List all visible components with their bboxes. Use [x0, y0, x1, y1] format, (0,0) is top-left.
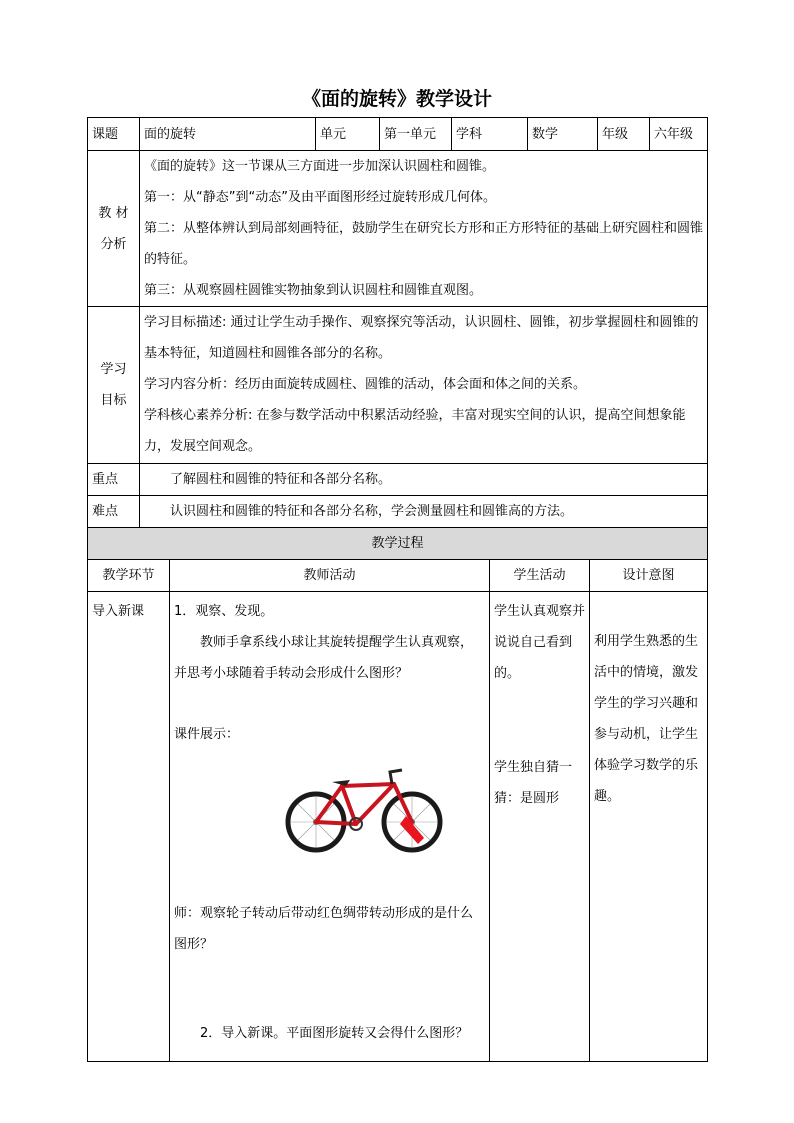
step1-text: 教师手拿系线小球让其旋转提醒学生认真观察，并思考小球随着手转动会形成什么图形？ — [174, 635, 474, 681]
course-label: 课题 — [88, 118, 140, 151]
col-stage: 教学环节 — [88, 560, 170, 592]
step2-text: 2．导入新课。平面图形旋转又会得什么图形？ — [200, 1026, 469, 1041]
difficulty-text: 认识圆柱和圆锥的特征和各部分名称，学会测量圆柱和圆锥高的方法。 — [140, 496, 708, 528]
stage-cell: 导入新课 — [88, 592, 170, 1062]
bicycle-image — [174, 750, 485, 870]
page-title: 《面的旋转》教学设计 — [301, 88, 492, 110]
design-intent-text: 利用学生熟悉的生活中的情境，激发学生的学习兴趣和参与动机，让学生体验学习数学的乐趣。 — [594, 634, 699, 804]
courseware-label: 课件展示： — [174, 727, 240, 742]
bicycle-icon — [284, 758, 444, 858]
material-label: 教 材 分析 — [88, 151, 140, 307]
student-activity-1: 学生认真观察并说说自己看到的。 — [494, 604, 586, 681]
material-content — [140, 151, 708, 307]
course-value: 面的旋转 — [140, 118, 316, 151]
unit-value: 第一单元 — [380, 118, 452, 151]
design-intent — [590, 592, 708, 1062]
bike-frame — [316, 784, 412, 824]
process-table — [87, 527, 708, 1062]
unit-label: 单元 — [316, 118, 380, 151]
key-point-label: 重点 — [88, 464, 140, 496]
process-header: 教学过程 — [88, 528, 708, 560]
goals-line: 学习目标描述: 通过让学生动手操作、观察探究等活动，认识圆柱、圆锥，初步掌握圆柱和圆锥的基本特征，知道圆柱和圆锥各部分的名称。 — [144, 315, 699, 361]
handlebar — [390, 770, 402, 784]
question-text: 师：观察轮子转动后带动红色绸带转动形成的是什么图形？ — [174, 906, 474, 952]
material-line: 第一：从“静态”到“动态”及由平面图形经过旋转形成几何体。 — [144, 190, 496, 205]
grade-label: 年级 — [598, 118, 650, 151]
goals-line: 学科核心素养分析: 在参与数学活动中积累活动经验，丰富对现实空间的认识，提高空间想象能力，发展空间观念。 — [144, 408, 686, 454]
teacher-activity — [170, 592, 490, 1062]
grade-value: 六年级 — [650, 118, 708, 151]
subject-value: 数学 — [528, 118, 598, 151]
goals-label: 学习 目标 — [88, 307, 140, 464]
key-point-text: 了解圆柱和圆锥的特征和各部分名称。 — [140, 464, 708, 496]
material-line: 第二：从整体辨认到局部刻画特征，鼓励学生在研究长方形和正方形特征的基础上研究圆柱和圆锥的特征。 — [144, 221, 704, 267]
lesson-info-table — [87, 117, 708, 528]
goals-line: 学习内容分析：经历由面旋转成圆柱、圆锥的活动，体会面和体之间的关系。 — [144, 377, 587, 392]
goals-content — [140, 307, 708, 464]
subject-label: 学科 — [452, 118, 528, 151]
col-student: 学生活动 — [490, 560, 590, 592]
material-line: 《面的旋转》这一节课从三方面进一步加深认识圆柱和圆锥。 — [144, 159, 496, 174]
difficulty-label: 难点 — [88, 496, 140, 528]
col-teacher: 教师活动 — [170, 560, 490, 592]
material-line: 第三：从观察圆柱圆锥实物抽象到认识圆柱和圆锥直观图。 — [144, 283, 483, 298]
student-activity — [490, 592, 590, 1062]
col-intent: 设计意图 — [590, 560, 708, 592]
student-activity-2: 学生独自猜一猜：是圆形 — [494, 760, 573, 806]
step1-title: 1．观察、发现。 — [174, 604, 274, 619]
